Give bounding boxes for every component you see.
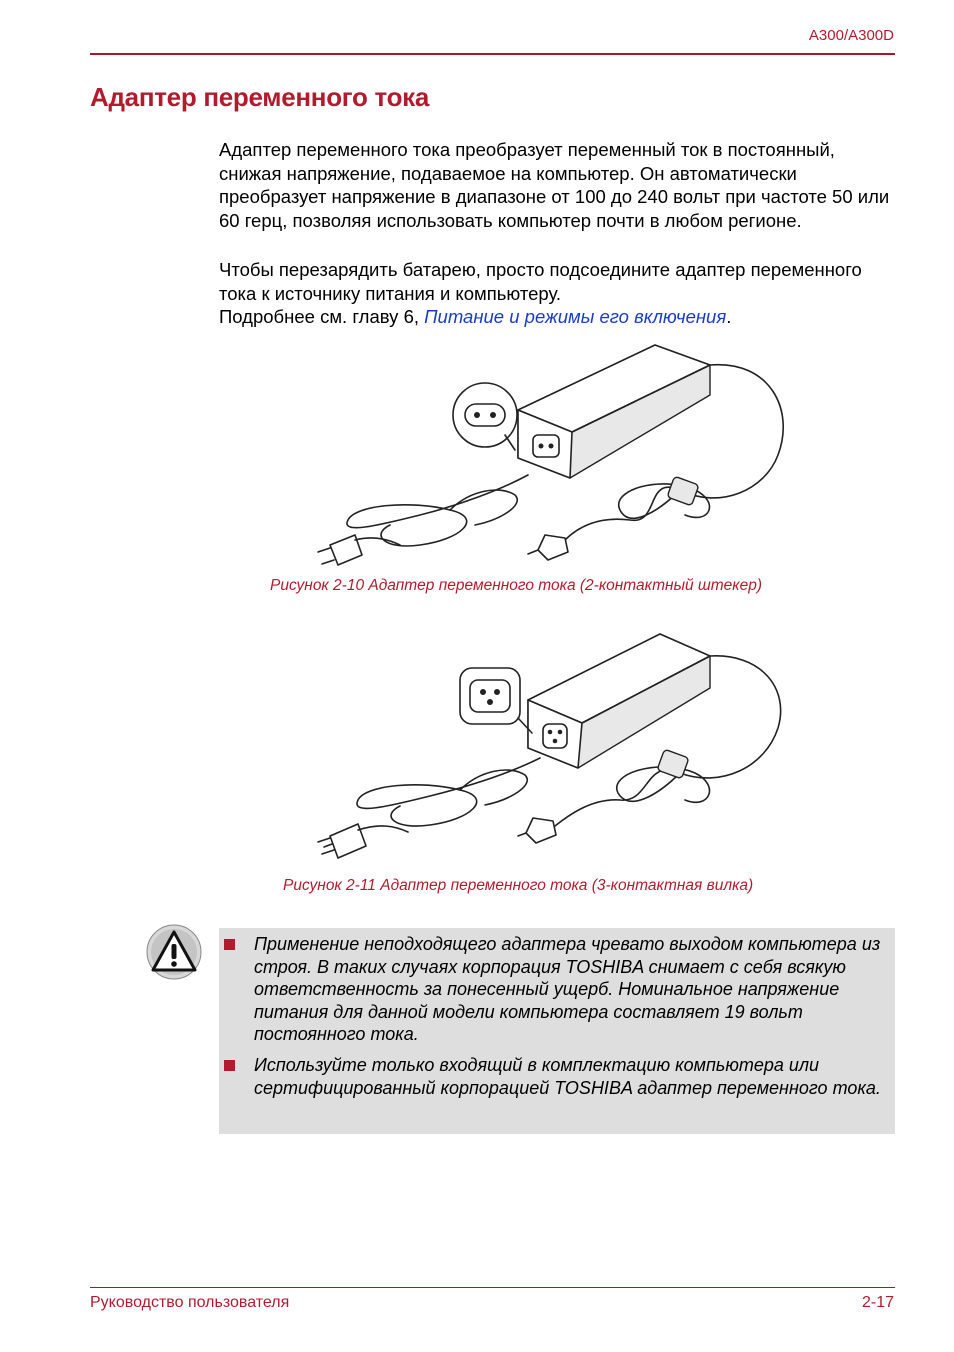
paragraph-intro: Адаптер переменного тока преобразует переменный ток в постоянный, снижая напряжение, подаваемое на компьютер. Он автоматически преобразует напряжение в диапазоне от 100 до 240 вольт при частоте 50 или 60 герц, позволяя использовать компьютер почти в любом регионе. [219, 139, 890, 231]
chapter-link[interactable]: Питание и режимы его включения [424, 306, 727, 327]
bullet-square [224, 939, 235, 950]
adapter-3pin-illustration [300, 628, 800, 868]
footer-rule [90, 1287, 895, 1288]
note-text-1: Применение неподходящего адаптера чревато выходом компьютера из строя. В таких случаях корпорация TOSHIBA снимает с себя всякую ответственность за понесенный ущерб. Номинальное напряжение питания для данной модели компьютера составляет 19 вольт постоянного тока. [254, 934, 881, 1044]
paragraph-recharge [219, 258, 899, 329]
note-item-use-original [254, 1054, 894, 1099]
bullet-square [224, 1060, 235, 1071]
reference-prefix: Подробнее см. главу 6, [219, 306, 425, 327]
note-text-2: Используйте только входящий в комплектацию компьютера или сертифицированный корпорацией TOSHIBA адаптер переменного тока. [254, 1055, 881, 1098]
reference-suffix: . [726, 306, 732, 327]
page-number: 2-17 [861, 1294, 894, 1311]
header-rule [90, 53, 895, 55]
footer-manual-title: Руководство пользователя [90, 1294, 290, 1311]
page-title: Адаптер переменного тока [90, 82, 430, 112]
figure-caption-1: Рисунок 2-10 Адаптер переменного тока (2-контактный штекер) [270, 577, 763, 594]
adapter-2pin-illustration [300, 340, 800, 575]
note-item-adapter-damage [254, 933, 894, 1046]
header-model: A300/A300D [808, 27, 894, 44]
figure-caption-2: Рисунок 2-11 Адаптер переменного тока (3-контактная вилка) [283, 877, 754, 894]
paragraph-recharge-text: Чтобы перезарядить батарею, просто подсоедините адаптер переменного тока к источнику питания и компьютеру. [219, 259, 862, 304]
warning-note-box [219, 928, 895, 1134]
warning-triangle-icon [146, 924, 202, 980]
